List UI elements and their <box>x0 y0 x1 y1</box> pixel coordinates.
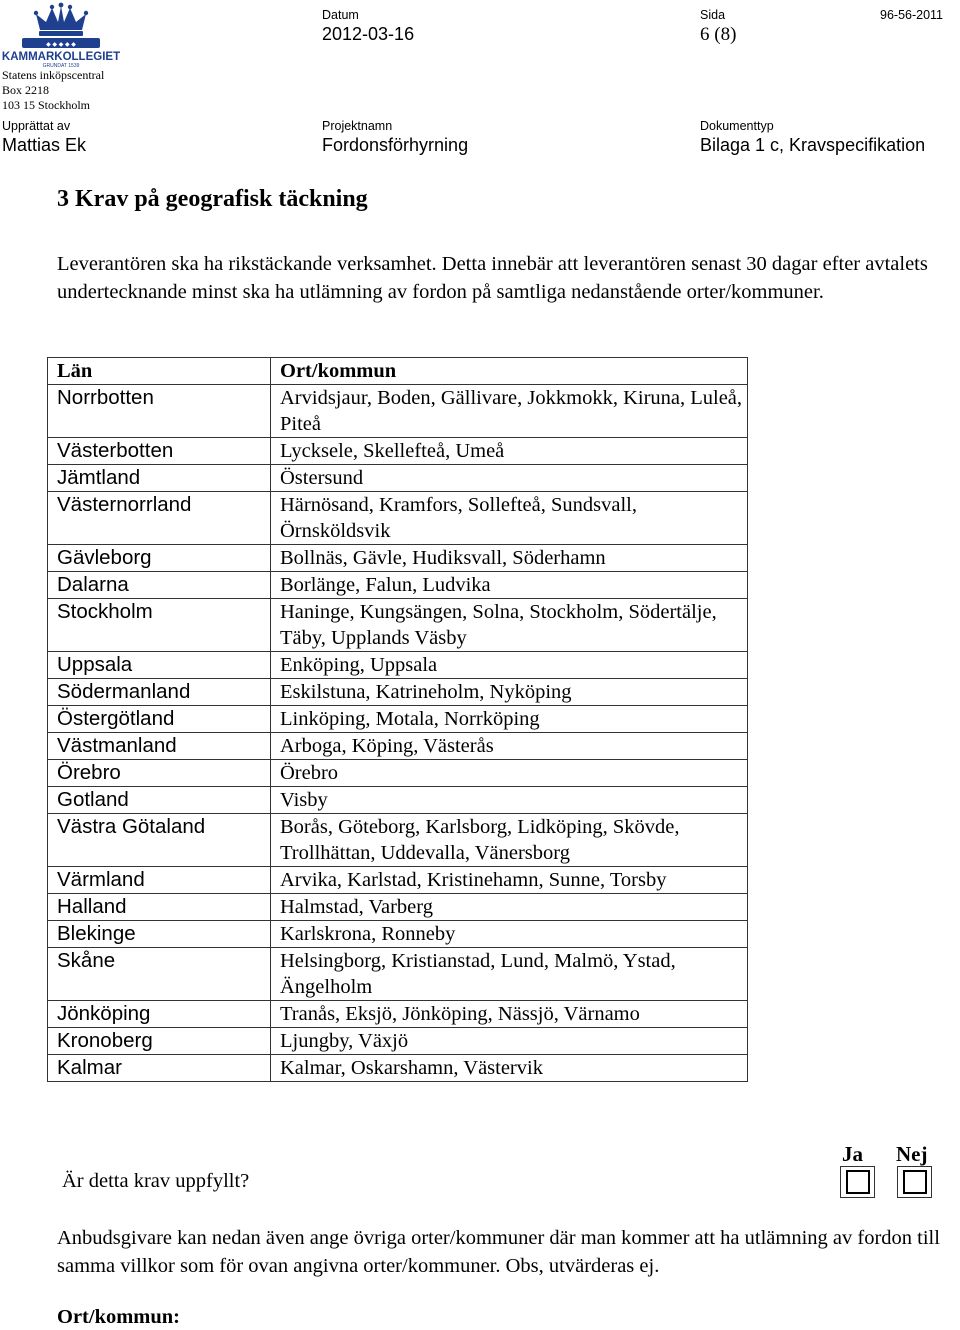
ort-kommun-cell: Borås, Göteborg, Karlsborg, Lidköping, Skövde, Trollhättan, Uddevalla, Vänersborg <box>271 814 748 867</box>
org-name: Statens inköpscentral <box>2 68 105 82</box>
ort-kommun-cell: Arvidsjaur, Boden, Gällivare, Jokkmokk, Kiruna, Luleå, Piteå <box>271 385 748 438</box>
ort-kommun-cell: Bollnäs, Gävle, Hudiksvall, Söderhamn <box>271 545 748 572</box>
table-row <box>48 1001 748 1028</box>
lan-cell: Gotland <box>48 787 271 814</box>
ort-kommun-cell: Tranås, Eksjö, Jönköping, Nässjö, Värnamo <box>271 1001 748 1028</box>
table-row <box>48 1028 748 1055</box>
column-header-ort: Ort/kommun <box>271 358 748 385</box>
kammarkollegiet-logo <box>2 2 120 68</box>
table-row <box>48 706 748 733</box>
lan-cell: Värmland <box>48 867 271 894</box>
no-label: Nej <box>896 1142 928 1166</box>
ort-kommun-cell: Halmstad, Varberg <box>271 894 748 921</box>
org-address <box>2 68 104 113</box>
table-row <box>48 652 748 679</box>
section-intro: Leverantören ska ha rikstäckande verksamhet. Detta innebär att leverantören senast 30 dagar efter avtalets undertecknande minst ska ha utlämning av fordon på samtliga nedanstående orter/kommuner. <box>57 253 928 303</box>
svg-text:◆ ◆ ◆ ◆ ◆: ◆ ◆ ◆ ◆ ◆ <box>46 42 76 48</box>
ort-kommun-cell: Borlänge, Falun, Ludvika <box>271 572 748 599</box>
sida-label: Sida <box>700 8 726 22</box>
lan-cell: Norrbotten <box>48 385 271 438</box>
lan-cell: Uppsala <box>48 652 271 679</box>
table-row <box>48 1055 748 1082</box>
datum-label: Datum <box>322 8 359 22</box>
org-box: Box 2218 <box>2 83 50 97</box>
table-row <box>48 438 748 465</box>
ort-kommun-cell: Härnösand, Kramfors, Sollefteå, Sundsvall, Örnsköldsvik <box>271 492 748 545</box>
lan-cell: Kalmar <box>48 1055 271 1082</box>
reference-number: 96-56-2011 <box>880 8 944 22</box>
table-row <box>48 572 748 599</box>
ort-kommun-cell: Eskilstuna, Katrineholm, Nyköping <box>271 679 748 706</box>
logo-text: KAMMARKOLLEGIET <box>2 51 120 63</box>
upprattat-value: Mattias Ek <box>2 135 87 155</box>
table-row <box>48 545 748 572</box>
lan-cell: Västerbotten <box>48 438 271 465</box>
table-row <box>48 465 748 492</box>
ort-kommun-field-label: Ort/kommun: <box>57 1306 180 1328</box>
table-row <box>48 894 748 921</box>
table-row <box>48 679 748 706</box>
lan-cell: Kronoberg <box>48 1028 271 1055</box>
datum-value: 2012-03-16 <box>322 24 415 44</box>
ort-kommun-cell: Haninge, Kungsängen, Solna, Stockholm, Södertälje, Täby, Upplands Väsby <box>271 599 748 652</box>
lan-cell: Örebro <box>48 760 271 787</box>
ort-kommun-cell: Lycksele, Skellefteå, Umeå <box>271 438 748 465</box>
lan-cell: Jämtland <box>48 465 271 492</box>
ort-kommun-cell: Östersund <box>271 465 748 492</box>
table-body <box>48 385 748 1082</box>
lan-cell: Södermanland <box>48 679 271 706</box>
lan-cell: Halland <box>48 894 271 921</box>
section-title: 3 Krav på geografisk täckning <box>57 186 368 212</box>
table-row <box>48 921 748 948</box>
no-checkbox[interactable] <box>903 1170 927 1194</box>
table-row <box>48 948 748 1001</box>
lan-cell: Stockholm <box>48 599 271 652</box>
lan-cell: Dalarna <box>48 572 271 599</box>
additional-locations-note: Anbudsgivare kan nedan även ange övriga orter/kommuner där man kommer att ha utlämning av fordon till samma villkor som för ovan angivna orter/kommuner. Obs, utvärderas ej. <box>57 1227 940 1277</box>
ort-kommun-cell: Arvika, Karlstad, Kristinehamn, Sunne, Torsby <box>271 867 748 894</box>
table-row <box>48 733 748 760</box>
logo-subtext: GRUNDAT 1539 <box>42 63 80 68</box>
table-header-row <box>48 358 748 385</box>
yes-label: Ja <box>842 1142 863 1166</box>
upprattat-label: Upprättat av <box>2 119 71 133</box>
projekt-value: Fordonsförhyrning <box>322 135 469 155</box>
ort-kommun-cell: Linköping, Motala, Norrköping <box>271 706 748 733</box>
lan-cell: Skåne <box>48 948 271 1001</box>
table-row <box>48 760 748 787</box>
ort-kommun-cell: Visby <box>271 787 748 814</box>
ort-kommun-cell: Örebro <box>271 760 748 787</box>
table-row <box>48 385 748 438</box>
ort-kommun-cell: Ljungby, Växjö <box>271 1028 748 1055</box>
org-city: 103 15 Stockholm <box>2 98 91 112</box>
ort-kommun-cell: Helsingborg, Kristianstad, Lund, Malmö, Ystad, Ängelholm <box>271 948 748 1001</box>
table-row <box>48 867 748 894</box>
lan-cell: Blekinge <box>48 921 271 948</box>
ort-kommun-cell: Arboga, Köping, Västerås <box>271 733 748 760</box>
yes-checkbox[interactable] <box>846 1170 870 1194</box>
ort-kommun-cell: Kalmar, Oskarshamn, Västervik <box>271 1055 748 1082</box>
region-table <box>47 357 748 1082</box>
table-row <box>48 814 748 867</box>
lan-cell: Västmanland <box>48 733 271 760</box>
doktyp-value: Bilaga 1 c, Kravspecifikation <box>700 135 926 155</box>
lan-cell: Västernorrland <box>48 492 271 545</box>
lan-cell: Östergötland <box>48 706 271 733</box>
projekt-label: Projektnamn <box>322 119 393 133</box>
table-row <box>48 599 748 652</box>
lan-cell: Västra Götaland <box>48 814 271 867</box>
column-header-lan: Län <box>48 358 271 385</box>
ort-kommun-cell: Karlskrona, Ronneby <box>271 921 748 948</box>
requirement-question: Är detta krav uppfyllt? <box>62 1170 250 1192</box>
lan-cell: Gävleborg <box>48 545 271 572</box>
sida-value: 6 (8) <box>700 24 737 45</box>
lan-cell: Jönköping <box>48 1001 271 1028</box>
table-row <box>48 787 748 814</box>
ort-kommun-cell: Enköping, Uppsala <box>271 652 748 679</box>
table-row <box>48 492 748 545</box>
doktyp-label: Dokumenttyp <box>700 119 774 133</box>
